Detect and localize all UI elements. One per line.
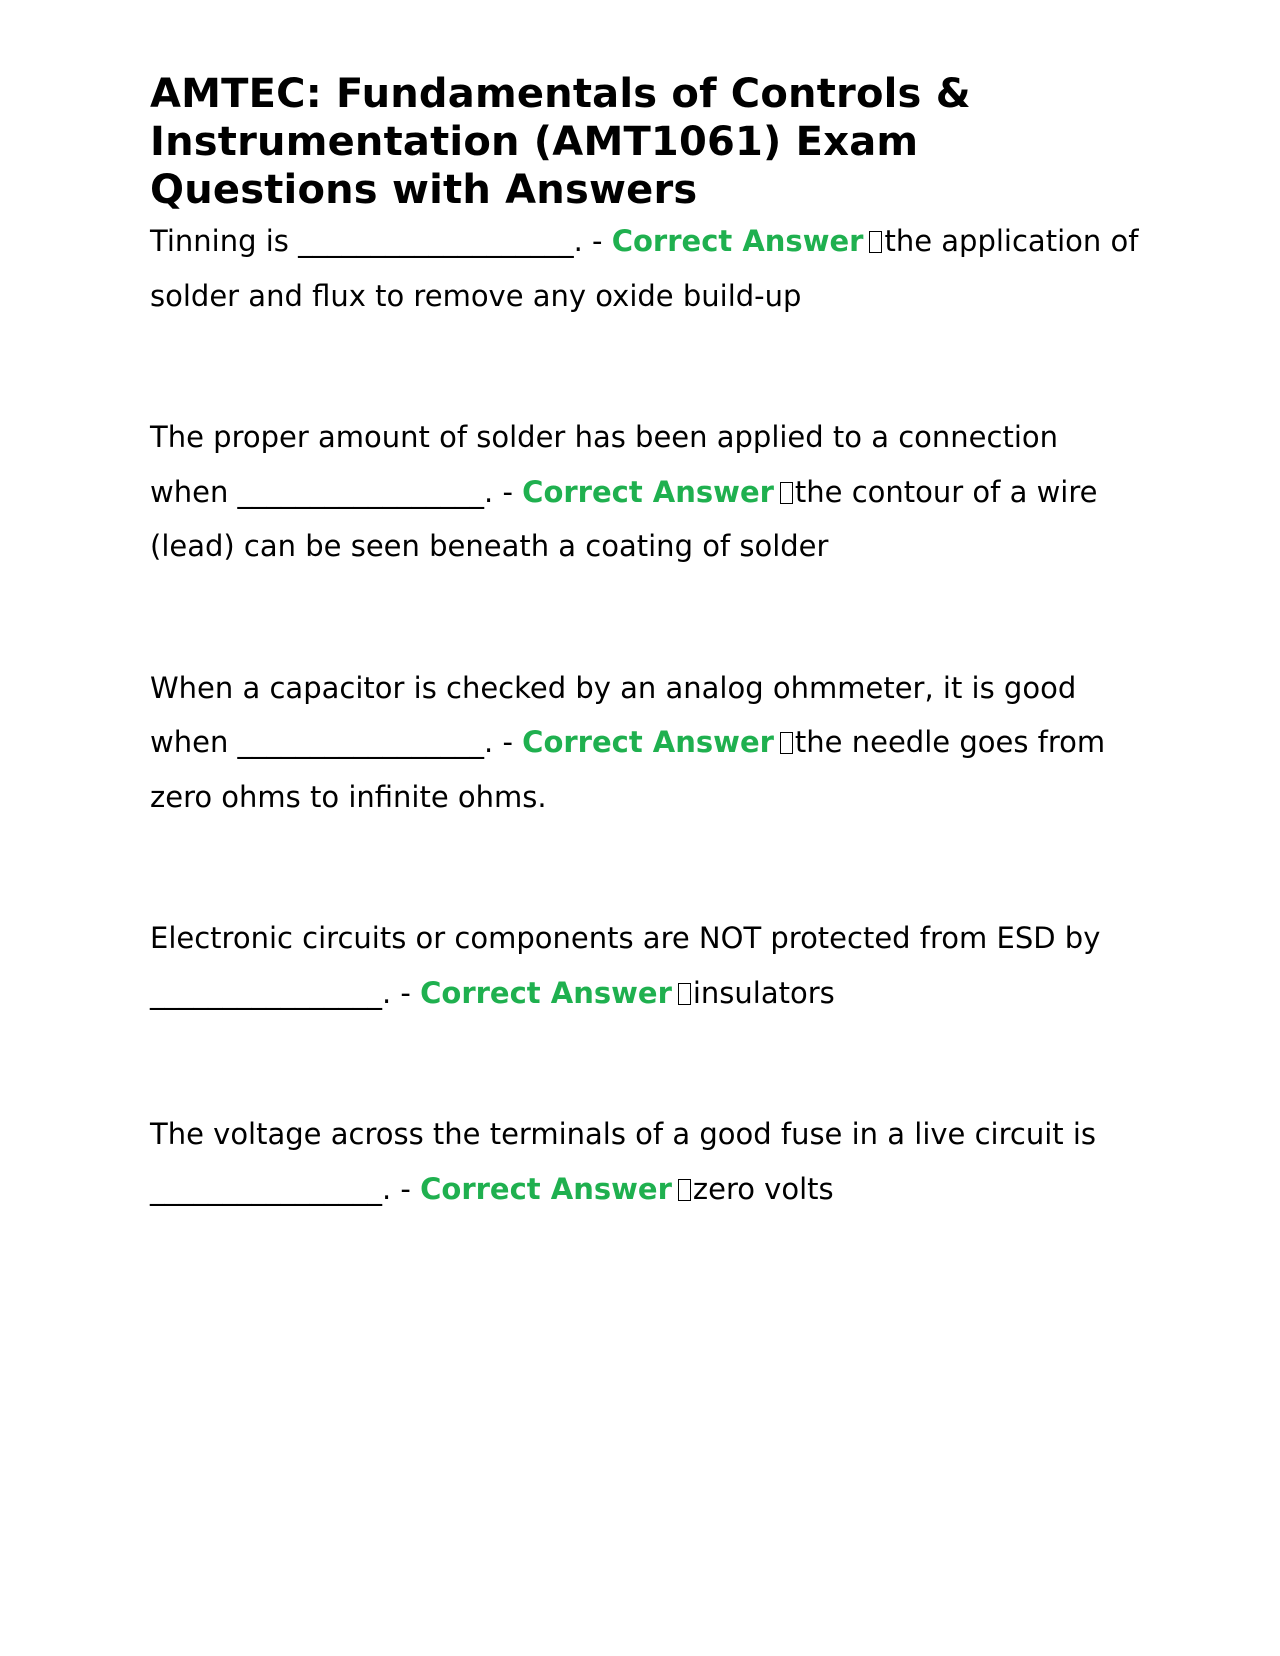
question-text: When a capacitor is checked by an analog ohmmeter, it is good when _________________. - [150,670,1077,759]
missing-glyph-icon [678,1179,691,1201]
answer-text: the needle goes from zero ohms to infinite ohms. [150,725,1106,814]
answer-label: Correct Answer [522,474,774,509]
question-text: The proper amount of solder has been applied to a connection when _________________. - [150,420,1059,509]
missing-glyph-icon [869,231,882,253]
missing-glyph-icon [780,482,793,504]
question-text: The voltage across the terminals of a good fuse in a live circuit is ________________. - [150,1117,1097,1206]
qa-item [150,661,1140,825]
missing-glyph-icon [678,983,691,1005]
qa-item [150,1107,1140,1216]
answer-text: insulators [692,975,835,1010]
answer-text: zero volts [692,1171,834,1206]
document-title: AMTEC: Fundamentals of Controls & Instrumentation (AMT1061) Exam Questions with Answers [150,71,971,213]
answer-label: Correct Answer [420,1171,672,1206]
qa-item [150,214,1140,323]
document-page [150,70,1140,1303]
qa-item [150,410,1140,574]
question-text: Electronic circuits or components are NOT protected from ESD by ________________. - [150,921,1101,1010]
qa-item [150,911,1140,1020]
answer-label: Correct Answer [420,975,672,1010]
answer-text: the application of solder and flux to remove any oxide build-up [150,224,1139,313]
answer-text: the contour of a wire (lead) can be seen beneath a coating of solder [150,474,1098,563]
answer-label: Correct Answer [611,224,864,258]
answer-label: Correct Answer [522,725,774,759]
missing-glyph-icon [780,732,793,754]
question-text: Tinning is ___________________. - [150,224,612,258]
qa-list [150,214,1140,1216]
